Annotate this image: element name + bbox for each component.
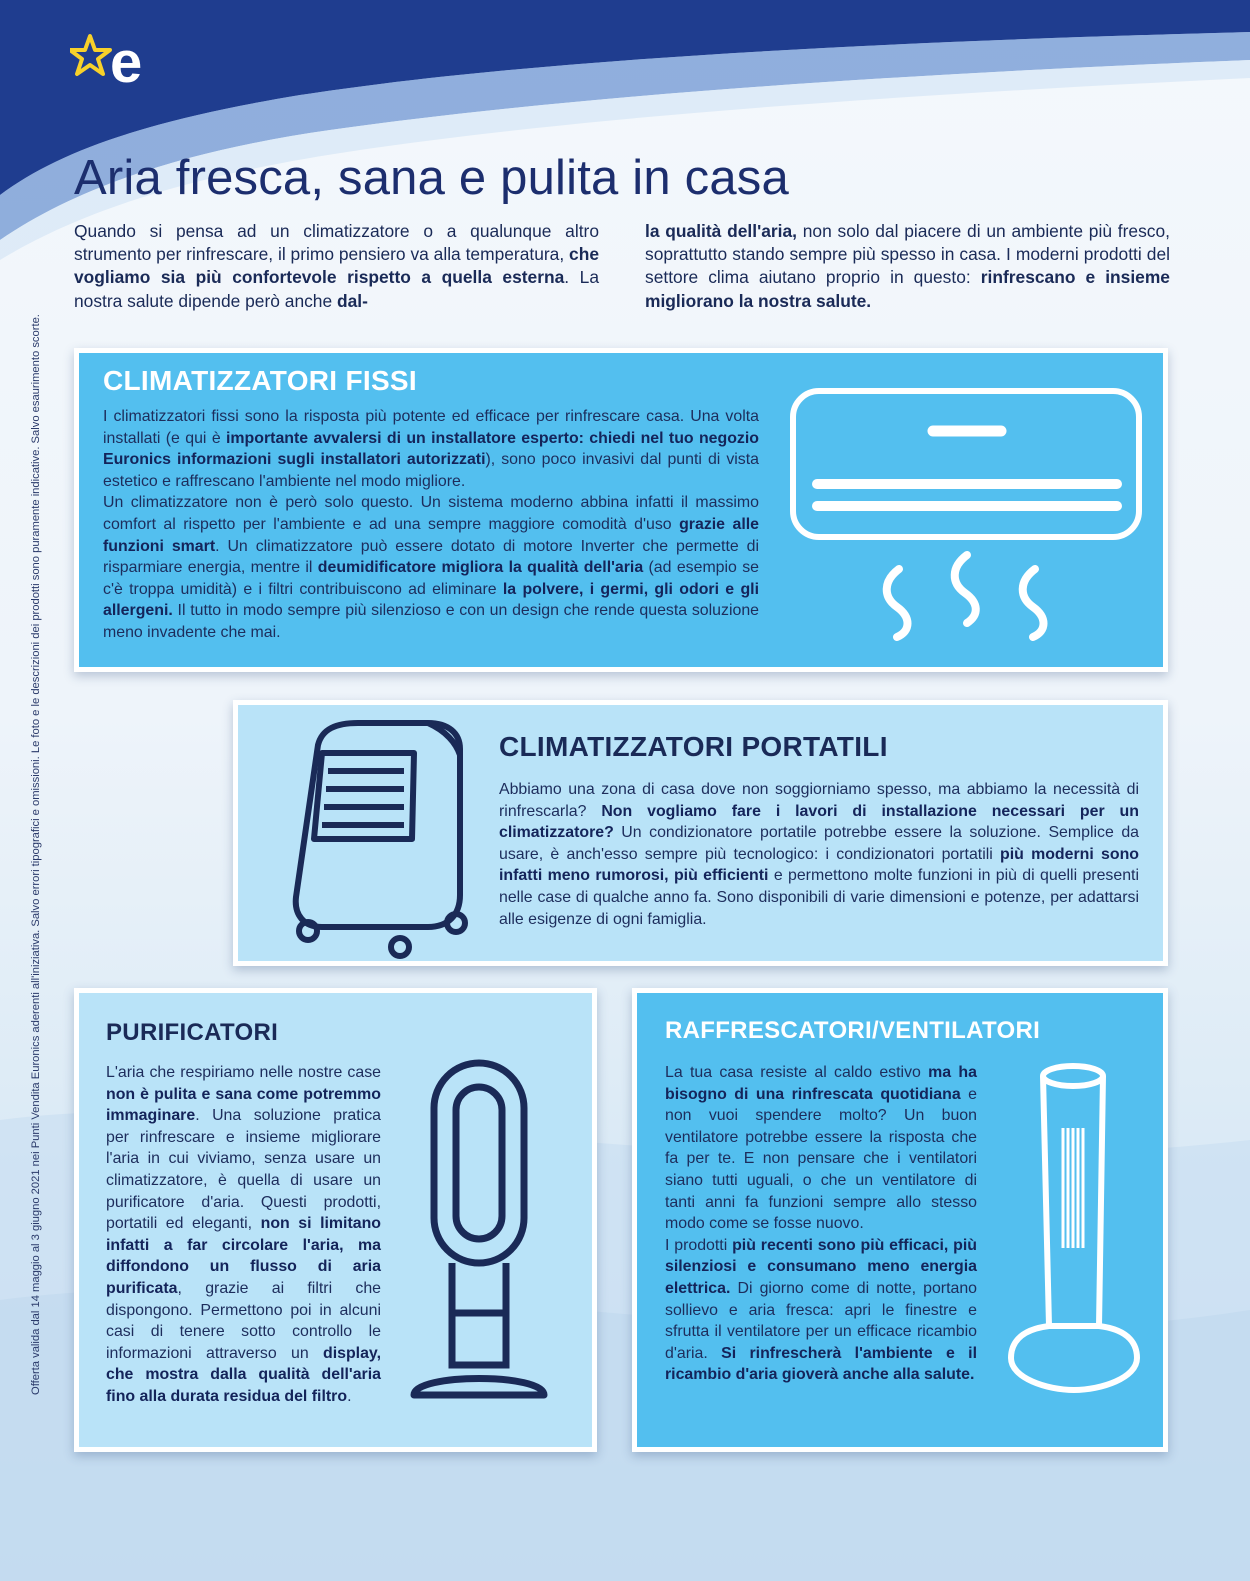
intro-bold: rinfrescano e insieme migliorano la nostra salute. (645, 267, 1170, 311)
body-bold: non è pulita e sana come potremmo immaginare (106, 1085, 381, 1125)
body-bold: Si rinfrescherà l'ambiente e il ricambio d'aria gioverà anche alla salute. (665, 1344, 977, 1384)
panel-body (103, 406, 759, 644)
body-text: . (347, 1387, 352, 1405)
panel-title: CLIMATIZZATORI FISSI (103, 365, 417, 396)
body-text: Un condizionatore portatile potrebbe essere la soluzione. Semplice da usare, è anch'esso sempre più tecnologico: i condizionatori portatili (499, 824, 1139, 863)
body-bold: grazie alle funzioni smart (103, 515, 759, 555)
panel-purificatori (74, 988, 597, 1452)
body-text: Di giorno come di notte, portano sollievo e aria fresca: apri le finestre e sfrutta il ventilatore per un efficace ricambio d'aria. (665, 1279, 977, 1362)
panel-title: CLIMATIZZATORI PORTATILI (499, 731, 888, 762)
body-bold: Non vogliamo fare i lavori di installazione necessari per un climatizzatore? (499, 802, 1139, 842)
body-bold: non si limitano infatti a far circolare l'aria, ma diffondono un flusso di aria purificata (106, 1215, 381, 1297)
panel-title: RAFFRESCATORI/VENTILATORI (665, 1017, 1041, 1044)
tower-fan-icon (1007, 1058, 1142, 1408)
body-bold: deumidificatore migliora la qualità dell'aria (317, 559, 644, 577)
body-text: . Una soluzione pratica per rinfrescare e insieme migliorare l'aria in cui viviamo, senza usare un climatizzatore, è quella di usare un purificatore d'aria. Questi prodotti, portatili ed eleganti, (106, 1107, 381, 1233)
panel-raffrescatori-ventilatori (632, 988, 1168, 1452)
body-text: I prodotti (665, 1236, 733, 1254)
panel-climatizzatori-portatili (233, 700, 1168, 966)
panel-body (665, 1062, 977, 1386)
body-text: L'aria che respiriamo nelle nostre case (106, 1064, 381, 1081)
air-purifier-icon (404, 1055, 554, 1415)
intro-bold: la qualità dell'aria, (645, 221, 797, 241)
body-text: I climatizzatori fissi sono la risposta più potente ed efficace per rinfrescare casa. Una volta installati (e qui è (103, 408, 759, 447)
legal-side-note: Offerta valida dal 14 maggio al 3 giugno 2021 nei Punti Vendita Euronics aderenti all'iniziativa. Salvo errori tipografici e omissioni. Le foto e le descrizioni dei prodotti sono puramente indicative. Salvo esaurimento scorte. (30, 314, 42, 1395)
svg-text:e: e (110, 30, 143, 90)
body-bold: più recenti sono più efficaci, più silenziosi e consumano meno energia elettrica. (665, 1236, 977, 1297)
panel-body (499, 779, 1139, 930)
intro-text: non solo dal piacere di un ambiente più fresco, soprattutto stando sempre più spesso in casa. I moderni prodotti del settore clima aiutano proprio in questo: (645, 221, 1170, 288)
body-text: (ad esempio se c'è troppa umidità) e i filtri contribuiscono ad eliminare (103, 559, 760, 598)
intro-left-column (74, 220, 599, 313)
body-bold: più moderni sono infatti meno rumorosi, più efficienti (499, 845, 1139, 885)
wall-air-conditioner-icon (787, 385, 1147, 645)
intro-text: . La nostra salute dipende però anche (74, 267, 599, 311)
body-text: ), sono poco invasivi dal punti di vista estetico e raffrescano l'ambiente nel modo migliore. (103, 451, 759, 490)
panel-body (106, 1062, 381, 1408)
body-text: . Un climatizzatore può essere dotato di motore Inverter che permette di risparmiare energia, mentre il (103, 537, 759, 577)
body-text: La tua casa resiste al caldo estivo (665, 1064, 929, 1081)
body-text: e permettono molte funzioni in più di quelli presenti nelle case di qualche anno fa. Sono disponibili di varie dimensioni e potenze, per adattarsi alle esigenze di ogni famiglia. (499, 867, 1139, 928)
body-text: , grazie ai filtri che dispongono. Permettono poi in alcuni casi di tenere sotto controllo le informazioni attraverso un (106, 1279, 381, 1362)
intro-right-column (645, 220, 1170, 313)
panel-climatizzatori-fissi (74, 348, 1168, 672)
euronics-logo[interactable] (70, 30, 165, 90)
body-bold: la polvere, i germi, gli odori e gli allergeni. (103, 580, 759, 620)
intro-bold: che vogliamo sia più confortevole rispetto a quella esterna (74, 244, 599, 288)
body-text: Il tutto in modo sempre più silenzioso e con un design che rende questa soluzione meno invadente che mai. (103, 602, 759, 641)
body-bold: ma ha bisogno di una rinfrescata quotidiana (665, 1064, 977, 1103)
page-title: Aria fresca, sana e pulita in casa (74, 151, 789, 205)
body-text: e non vuoi spendere molto? Un buon ventilatore potrebbe essere la risposta che fa per te. E non pensare che i ventilatori siano tutti uguali, o che un ventilatore di tanti anni fa funzioni sempre allo stesso modo come se fosse nuovo. (665, 1085, 977, 1233)
body-bold: display, che mostra dalla qualità dell'aria fino alla durata residua del filtro (106, 1344, 381, 1405)
body-text: Abbiamo una zona di casa dove non soggiorniamo spesso, ma abbiamo la necessità di rinfrescarla? (499, 781, 1139, 820)
portable-air-conditioner-icon (288, 715, 478, 960)
body-bold: importante avvalersi di un installatore esperto: chiedi nel tuo negozio Euronics informazioni sugli installatori autorizzati (103, 429, 759, 469)
euronics-star-e-logo (70, 30, 165, 90)
panel-title: PURIFICATORI (106, 1019, 279, 1046)
intro-text: Quando si pensa ad un climatizzatore o a qualunque altro strumento per rinfrescare, il primo pensiero va alla temperatura, (74, 221, 599, 265)
intro-bold: dal- (336, 290, 368, 311)
body-text: Un climatizzatore non è però solo questo. Un sistema moderno abbina infatti il massimo comfort al rispetto per l'ambiente e ad una sempre maggiore comodità d'uso (103, 494, 759, 533)
